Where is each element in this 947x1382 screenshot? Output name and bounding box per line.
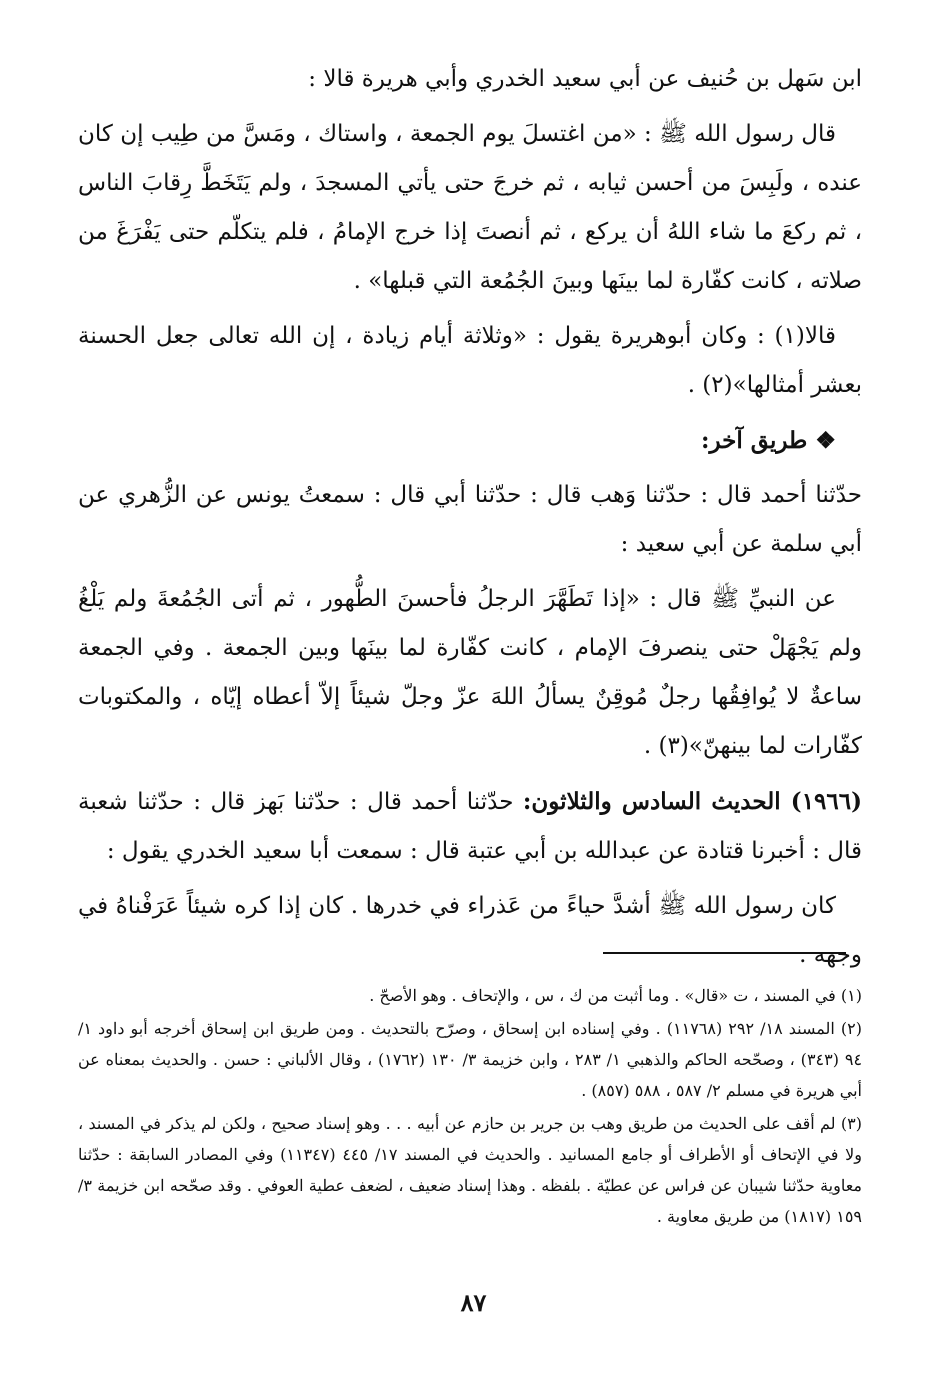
paragraph-hadith-36-chain [78, 777, 862, 876]
page-number: ٨٧ [460, 1288, 487, 1317]
footnote-2: (٢) المسند ١٨/ ٢٩٢ (١١٧٦٨) . وفي إسناده ابن إسحاق ، وصرّح بالتحديث . ومن طريق ابن إسحاق أخرجه أبو داود ١/ ٩٤ (٣٤٣) ، وصحّحه الحاكم والذهبي ١/ ٢٨٣ ، وابن خزيمة ٣/ ١٣٠ (١٧٦٢) ، وقال الألباني : حسن . والحديث بمعناه عن أبي هريرة في مسلم ٢/ ٥٨٧ ، ٥٨٨ (٨٥٧) . [78, 1019, 863, 1100]
paragraph-chain-intro: ابن سَهل بن حُنيف عن أبي سعيد الخدري وأبي هريرة قالا : [308, 66, 862, 92]
footnote-3: (٣) لم أقف على الحديث من طريق وهب بن جرير بن حازم عن أبيه . . . وهو إسناد صحيح ، ولكن لم يذكر في المسند ، ولا في الإتحاف أو الأطراف أو جامع المسانيد . والحديث في المسند ١٧/ ٤٤٥ (١١٣٤٧) وفي المصادر السابقة : حدّثنا معاوية حدّثنا شيبان عن فراس عن عطيّة . بلفظه . وهذا إسناد ضعيف ، لضعف عطية العوفي . وقد صحّحه ابن خزيمة ٣/ ١٥٩ (١٨١٧) من طريق معاوية . [78, 1114, 863, 1226]
section-heading-another-route: ❖ طريق آخر: [700, 427, 836, 454]
paragraph-hadith-36-text: كان رسول الله ﷺ أشدَّ حياءً من عَذراء في خدرها . كان إذا كره شيئاً عَرَفْناهُ في وجهه . [78, 893, 862, 968]
footnotes [78, 980, 862, 1234]
footnote-divider [603, 952, 846, 954]
footnote-1: (١) في المسند ، ت «قال» . وما أثبت من ك ، س ، والإتحاف . وهو الأصحّ . [369, 986, 862, 1005]
main-text [78, 55, 862, 986]
hadith-36-chain-text: حدّثنا أحمد قال : حدّثنا بَهز قال : حدّثنا شعبة قال : أخبرنا قتادة عن عبدالله بن أبي عتبة قال : سمعت أبا سعيد الخدري يقول : [78, 789, 862, 864]
paragraph-hadith-second: عن النبيِّ ﷺ قال : «إذا تَطَهَّرَ الرجلُ فأحسنَ الطُّهور ، ثم أتى الجُمُعةَ ولم يَلْغُ ولم يَجْهَلْ حتى ينصرفَ الإمام ، كانت كفّارة لما بينَها وبين الجمعة . وفي الجمعة ساعةٌ لا يُوافِقُها رجلٌ مُوقِنٌ يسألُ اللهَ عزّ وجلّ شيئاً إلاّ أعطاه إيّاه ، والمكتوبات كفّارات لما بينهنّ»(٣) . [78, 586, 862, 759]
paragraph-chain-second: حدّثنا أحمد قال : حدّثنا وَهب قال : حدّثنا أبي قال : سمعتُ يونس عن الزُّهري عن أبي سلمة عن أبي سعيد : [78, 482, 862, 557]
paragraph-abu-hurayra-addition: قالا(١) : وكان أبوهريرة يقول : «وثلاثة أيام زيادة ، إن الله تعالى جعل الحسنة بعشر أمثالها»(٢) . [78, 323, 862, 398]
paragraph-hadith-text: قال رسول الله ﷺ : «من اغتسلَ يوم الجمعة ، واستاك ، ومَسَّ من طِيب إن كان عنده ، ولَبِسَ من أحسن ثيابه ، ثم خرجَ حتى يأتي المسجدَ ، ولم يَتَخَطَّ رِقابَ الناس ، ثم ركعَ ما شاء اللهُ أن يركع ، ثم أنصتَ إذا خرج الإمامُ ، فلم يتكلّم حتى يَفْرَغَ من صلاته ، كانت كفّارة لما بينَها وبينَ الجُمُعة التي قبلها» . [78, 121, 862, 294]
hadith-number-label: (١٩٦٦) الحديث السادس والثلاثون: [522, 788, 862, 815]
